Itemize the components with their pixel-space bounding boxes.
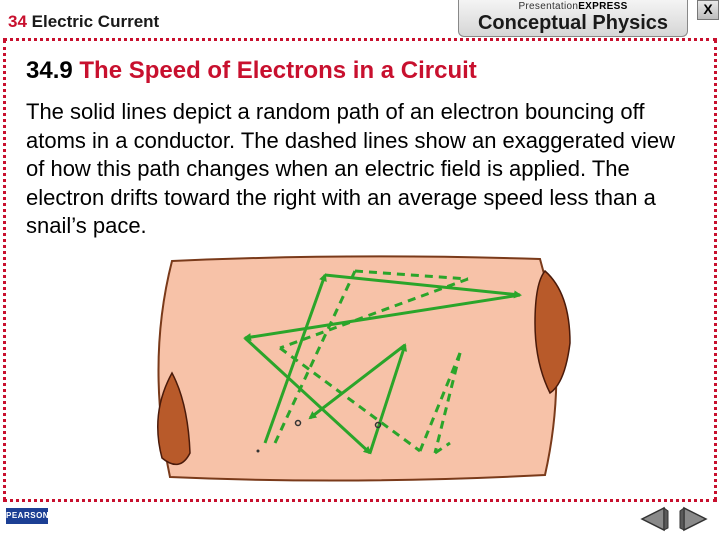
slide-body-text: The solid lines depict a random path of an electron bouncing off atoms in a conductor. The dashed lines show an exaggerated view of how this path changes when an electric field is applied. The electron drifts toward the right with an average speed less than a snail’s pace. — [26, 99, 675, 238]
header-bar — [0, 0, 720, 38]
electron-path-figure — [150, 253, 580, 483]
brand-suffix: EXPRESS — [578, 1, 628, 12]
top-dotted-rule — [3, 38, 717, 41]
brand-logo — [458, 0, 688, 37]
bottom-dotted-rule — [3, 499, 717, 502]
right-dotted-border — [714, 40, 717, 500]
left-dotted-border — [3, 40, 6, 500]
brand-prefix: Presentation — [518, 1, 579, 12]
section-title: The Speed of Electrons in a Circuit — [79, 57, 477, 84]
next-slide-icon[interactable] — [678, 506, 708, 532]
publisher-logo: PEARSON — [6, 508, 48, 524]
section-number: 34.9 — [26, 57, 73, 84]
chapter-title: Electric Current — [31, 12, 160, 31]
electron-start-dot — [257, 450, 260, 453]
wire-body — [158, 256, 556, 480]
close-button[interactable]: X — [697, 0, 719, 20]
brand-name: Conceptual Physics — [477, 12, 669, 34]
slide-title — [26, 57, 477, 85]
previous-slide-icon[interactable] — [640, 506, 670, 532]
brand-tagline — [459, 1, 687, 12]
chapter-number: 34 — [8, 12, 27, 31]
chapter-heading — [8, 12, 159, 32]
